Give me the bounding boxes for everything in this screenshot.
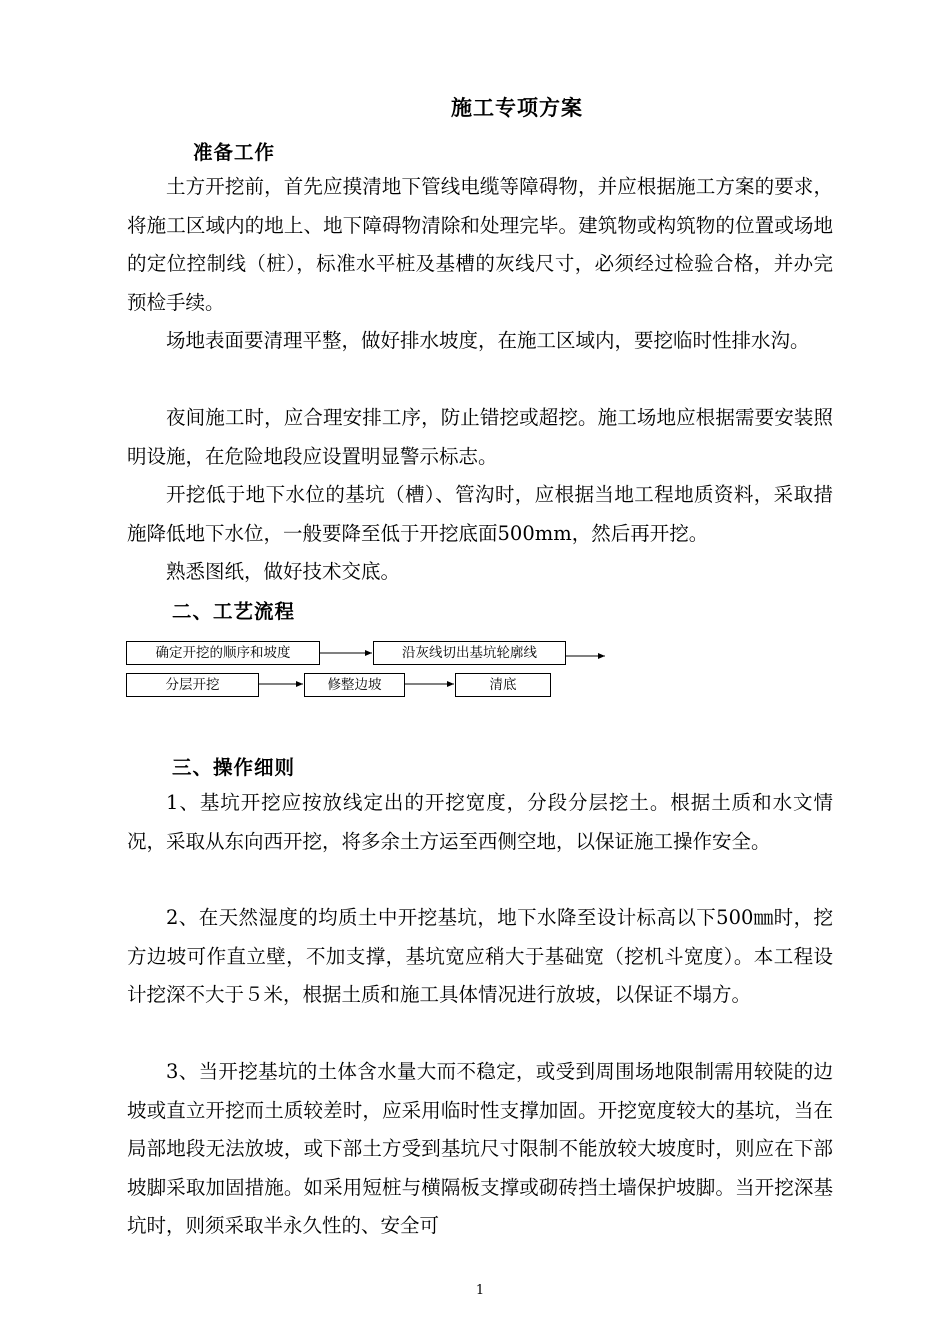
paragraph-operation-2: 2、在天然湿度的均质土中开挖基坑，地下水降至设计标高以下500㎜时，挖方边坡可作直立壁，不加支撑，基坑宽应稍大于基础宽（挖机斗宽度）。本工程设计挖深不大于５米，根据土质和施工具体情况进行放坡，以保证不塌方。 bbox=[127, 906, 833, 1006]
paragraph-operation-1: 1、基坑开挖应按放线定出的开挖宽度，分段分层挖土。根据土质和水文情况，采取从东向西开挖，将多余土方运至西侧空地，以保证施工操作安全。 bbox=[127, 791, 833, 853]
paragraph-preparation-3: 夜间施工时，应合理安排工序，防止错挖或超挖。施工场地应根据需要安装照明设施，在危险地段应设置明显警示标志。 bbox=[127, 406, 833, 468]
paragraph-preparation-5: 熟悉图纸，做好技术交底。 bbox=[166, 560, 401, 583]
flow-step-determine-order: 确定开挖的顺序和坡度 bbox=[126, 641, 320, 665]
section-heading-operation-details: 三、操作细则 bbox=[172, 756, 296, 779]
flow-step-trim-slope: 修整边坡 bbox=[304, 673, 405, 697]
section-heading-preparation: 准备工作 bbox=[193, 141, 276, 164]
page-number: 1 bbox=[475, 1283, 485, 1298]
page-title: 施工专项方案 bbox=[451, 96, 583, 120]
section-heading-process-flow: 二、工艺流程 bbox=[172, 600, 296, 623]
paragraph-preparation-2: 场地表面要清理平整，做好排水坡度，在施工区域内，要挖临时性排水沟。 bbox=[166, 329, 810, 352]
paragraph-operation-3: 3、当开挖基坑的土体含水量大而不稳定，或受到周围场地限制需用较陡的边坡或直立开挖而土质较差时，应采用临时性支撑加固。开挖宽度较大的基坑，当在局部地段无法放坡，或下部土方受到基坑尺寸限制不能放较大坡度时，则应在下部坡脚采取加固措施。如采用短桩与横隔板支撑或砌砖挡土墙保护坡脚。当开挖深基坑时，则须采取半永久性的、安全可 bbox=[127, 1060, 833, 1237]
flow-step-clear-bottom: 清底 bbox=[455, 673, 551, 697]
paragraph-preparation-1: 土方开挖前，首先应摸清地下管线电缆等障碍物，并应根据施工方案的要求，将施工区域内的地上、地下障碍物清除和处理完毕。建筑物或构筑物的位置或场地的定位控制线（桩），标准水平桩及基槽的灰线尺寸，必须经过检验合格，并办完预检手续。 bbox=[127, 175, 833, 314]
paragraph-preparation-4: 开挖低于地下水位的基坑（槽）、管沟时，应根据当地工程地质资料，采取措施降低地下水位，一般要降至低于开挖底面500mm，然后再开挖。 bbox=[127, 483, 833, 545]
flow-step-cut-outline: 沿灰线切出基坑轮廓线 bbox=[373, 641, 566, 665]
flow-step-layer-excavation: 分层开挖 bbox=[126, 673, 259, 697]
